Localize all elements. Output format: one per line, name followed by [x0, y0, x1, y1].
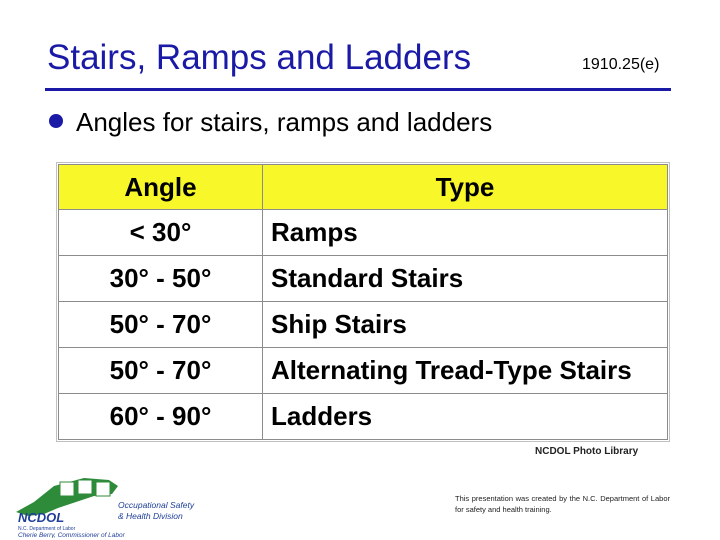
cell-type: Ladders: [263, 394, 668, 440]
title-underline: [45, 88, 671, 91]
disclaimer-text: This presentation was created by the N.C. Department of Labor for safety and health training.: [455, 494, 670, 514]
table-header-row: [59, 165, 668, 210]
header-angle: Angle: [59, 165, 263, 210]
cell-type: Ship Stairs: [263, 302, 668, 348]
cell-angle: 50° - 70°: [59, 302, 263, 348]
table-row: [59, 302, 668, 348]
table-row: [59, 256, 668, 302]
slide-title: Stairs, Ramps and Ladders: [47, 38, 472, 77]
angles-table: [58, 164, 668, 440]
cell-type: Ramps: [263, 210, 668, 256]
logo-brand: NCDOL: [18, 510, 65, 525]
logo-brand-sub: N.C. Department of Labor: [18, 526, 76, 532]
logo-commissioner: Cherie Berry, Commissioner of Labor: [18, 532, 125, 538]
table-row: [59, 348, 668, 394]
header-type: Type: [263, 165, 668, 210]
cell-type: Alternating Tread-Type Stairs: [263, 348, 668, 394]
ncdol-logo: [14, 472, 214, 538]
cell-angle: < 30°: [59, 210, 263, 256]
cell-angle: 30° - 50°: [59, 256, 263, 302]
bullet-icon: [49, 114, 63, 128]
logo-org-line2: & Health Division: [118, 511, 183, 521]
cell-angle: 50° - 70°: [59, 348, 263, 394]
cell-angle: 60° - 90°: [59, 394, 263, 440]
photo-credit: NCDOL Photo Library: [535, 446, 639, 457]
logo-org-line1: Occupational Safety: [118, 500, 195, 510]
table-row: [59, 394, 668, 440]
table-row: [59, 210, 668, 256]
cell-type: Standard Stairs: [263, 256, 668, 302]
standard-reference: 1910.25(e): [582, 56, 660, 73]
bullet-text: Angles for stairs, ramps and ladders: [76, 107, 493, 137]
